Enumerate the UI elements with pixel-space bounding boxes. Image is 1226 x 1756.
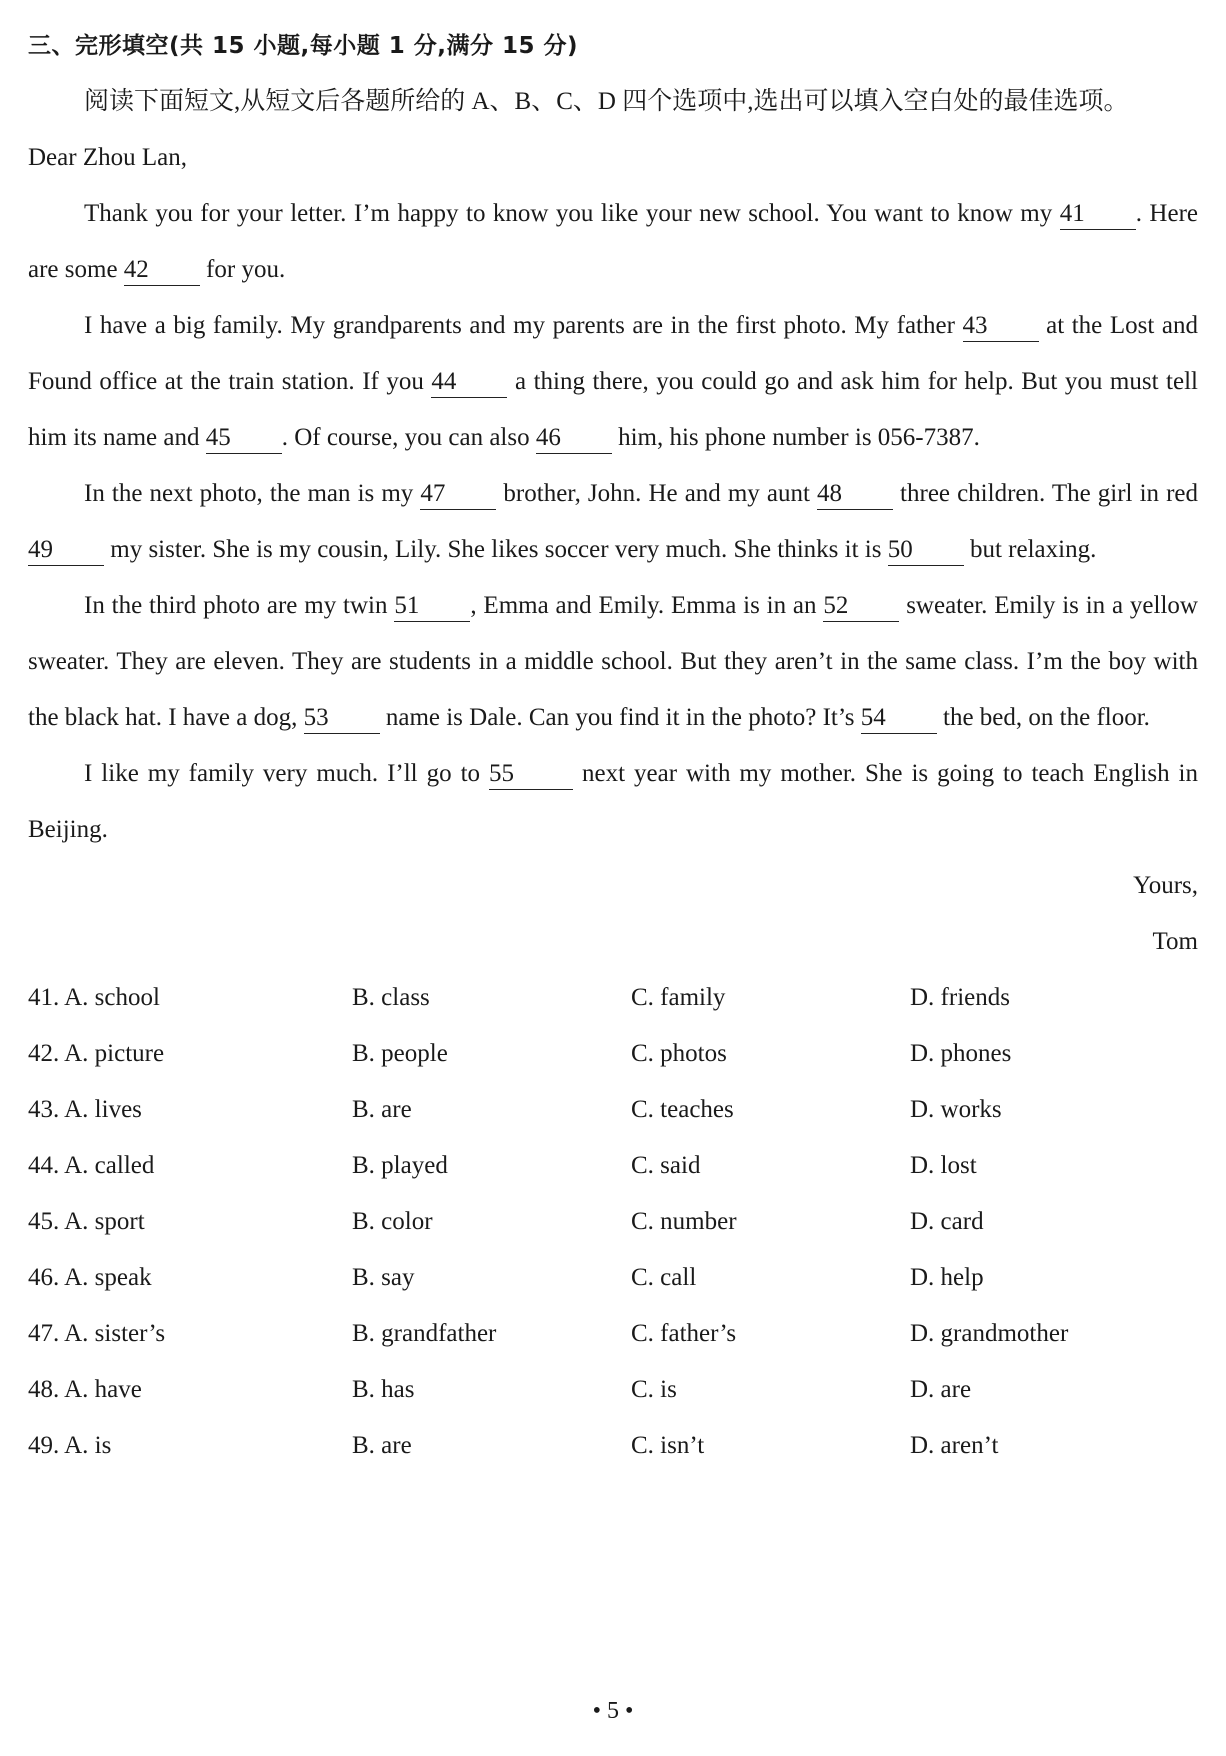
blank-52: 52	[823, 591, 899, 622]
option-c: C. is	[631, 1376, 677, 1403]
option-text: A. picture	[64, 1040, 165, 1067]
option-b: B. color	[352, 1208, 433, 1235]
passage-text: , Emma and Emily. Emma is in an	[470, 592, 824, 619]
option-c: C. teaches	[631, 1096, 734, 1123]
blank-41: 41	[1060, 199, 1136, 230]
option-a	[28, 1306, 352, 1362]
option-b: B. grandfather	[352, 1320, 497, 1347]
option-text: A. sister’s	[64, 1320, 166, 1347]
option-a	[28, 1362, 352, 1418]
question-number: 45.	[28, 1208, 60, 1235]
option-d: D. are	[910, 1376, 972, 1403]
passage-text: a thing there, you could go and ask him for help. But you must tell him its name and	[28, 368, 1198, 451]
option-b: B. are	[352, 1432, 412, 1459]
option-a	[28, 1082, 352, 1138]
option-row-47	[28, 1306, 1198, 1362]
option-text: A. is	[64, 1432, 112, 1459]
closing: Yours,	[1133, 872, 1198, 899]
option-a	[28, 1026, 352, 1082]
passage-text: next year with my mother. She is going to teach English in Beijing.	[28, 760, 1199, 843]
passage-text: Thank you for your letter. I’m happy to know you like your new school. You want to know my	[84, 200, 1060, 227]
section-title: 三、完形填空(共 15 小题,每小题 1 分,满分 15 分)	[28, 33, 579, 59]
option-c: C. call	[631, 1264, 697, 1291]
option-b: B. class	[352, 984, 430, 1011]
question-number: 49.	[28, 1432, 60, 1459]
passage-text: at the Lost and Found office at the train station. If you	[28, 312, 1198, 395]
passage-text: . Here are some	[28, 200, 1198, 283]
blank-43: 43	[963, 311, 1039, 342]
blank-44: 44	[431, 367, 507, 398]
option-row-44	[28, 1138, 1198, 1194]
option-c: C. said	[631, 1152, 701, 1179]
option-row-48	[28, 1362, 1198, 1418]
option-a	[28, 1250, 352, 1306]
blank-49: 49	[28, 535, 104, 566]
option-text: A. lives	[64, 1096, 142, 1123]
option-d: D. aren’t	[910, 1432, 999, 1459]
passage-text: three children. The girl in red	[892, 480, 1199, 507]
option-a	[28, 1138, 352, 1194]
blank-50: 50	[888, 535, 964, 566]
option-c: C. family	[631, 984, 726, 1011]
passage-paragraph-3	[28, 466, 1198, 578]
passage-text: him, his phone number is 056-7387.	[611, 424, 980, 451]
option-b: B. has	[352, 1376, 415, 1403]
option-b: B. are	[352, 1096, 412, 1123]
option-row-43	[28, 1082, 1198, 1138]
passage-text: I have a big family. My grandparents and my parents are in the first photo. My father	[84, 312, 963, 339]
question-number: 42.	[28, 1040, 60, 1067]
question-number: 46.	[28, 1264, 60, 1291]
option-text: A. speak	[64, 1264, 152, 1291]
blank-42: 42	[124, 255, 200, 286]
passage-paragraph-4	[28, 578, 1198, 746]
passage-text: In the next photo, the man is my	[84, 480, 421, 507]
option-b: B. say	[352, 1264, 415, 1291]
passage-text: my sister. She is my cousin, Lily. She likes soccer very much. She thinks it is	[104, 536, 888, 563]
options-list	[28, 970, 1198, 1474]
instructions: 阅读下面短文,从短文后各题所给的 A、B、C、D 四个选项中,选出可以填入空白处的最佳选项。	[84, 88, 1129, 115]
question-number: 48.	[28, 1376, 60, 1403]
greeting: Dear Zhou Lan,	[28, 144, 187, 171]
option-row-46	[28, 1250, 1198, 1306]
question-number: 43.	[28, 1096, 60, 1123]
blank-51: 51	[394, 591, 470, 622]
option-b: B. people	[352, 1040, 448, 1067]
passage-paragraph-1	[28, 186, 1198, 298]
page-number: • 5 •	[592, 1698, 634, 1724]
option-c: C. photos	[631, 1040, 727, 1067]
passage-text: for you.	[199, 256, 286, 283]
passage-text: the bed, on the floor.	[936, 704, 1150, 731]
passage-text: I like my family very much. I’ll go to	[84, 760, 490, 787]
option-d: D. lost	[910, 1152, 977, 1179]
option-d: D. phones	[910, 1040, 1012, 1067]
blank-47: 47	[420, 479, 496, 510]
option-text: A. school	[64, 984, 160, 1011]
passage-paragraph-2	[28, 298, 1198, 466]
option-row-42	[28, 1026, 1198, 1082]
option-a	[28, 970, 352, 1026]
blank-55: 55	[489, 759, 573, 790]
passage-text: . Of course, you can also	[281, 424, 536, 451]
blank-46: 46	[536, 423, 612, 454]
question-number: 44.	[28, 1152, 60, 1179]
passage-text: sweater. Emily is in a yellow sweater. They are eleven. They are students in a middle school. But they aren’t in the same class. I’m the boy with the black hat. I have a dog,	[28, 592, 1198, 731]
blank-45: 45	[206, 423, 282, 454]
option-d: D. help	[910, 1264, 984, 1291]
option-row-41	[28, 970, 1198, 1026]
passage-text: but relaxing.	[963, 536, 1097, 563]
passage-text: In the third photo are my twin	[84, 592, 395, 619]
option-d: D. works	[910, 1096, 1002, 1123]
option-d: D. grandmother	[910, 1320, 1069, 1347]
option-row-49	[28, 1418, 1198, 1474]
option-text: A. called	[64, 1152, 155, 1179]
option-text: A. sport	[64, 1208, 145, 1235]
option-text: A. have	[64, 1376, 142, 1403]
blank-53: 53	[304, 703, 380, 734]
option-a	[28, 1194, 352, 1250]
blank-48: 48	[817, 479, 893, 510]
question-number: 47.	[28, 1320, 60, 1347]
option-b: B. played	[352, 1152, 448, 1179]
question-number: 41.	[28, 984, 60, 1011]
signature: Tom	[1152, 928, 1198, 955]
exam-page	[28, 18, 1198, 1474]
option-c: C. number	[631, 1208, 737, 1235]
option-d: D. friends	[910, 984, 1010, 1011]
passage-text: name is Dale. Can you find it in the photo? It’s	[379, 704, 861, 731]
passage-text: brother, John. He and my aunt	[496, 480, 817, 507]
blank-54: 54	[861, 703, 937, 734]
passage-paragraph-5	[28, 746, 1198, 858]
option-row-45	[28, 1194, 1198, 1250]
option-a	[28, 1418, 352, 1474]
option-c: C. father’s	[631, 1320, 737, 1347]
option-d: D. card	[910, 1208, 984, 1235]
option-c: C. isn’t	[631, 1432, 705, 1459]
